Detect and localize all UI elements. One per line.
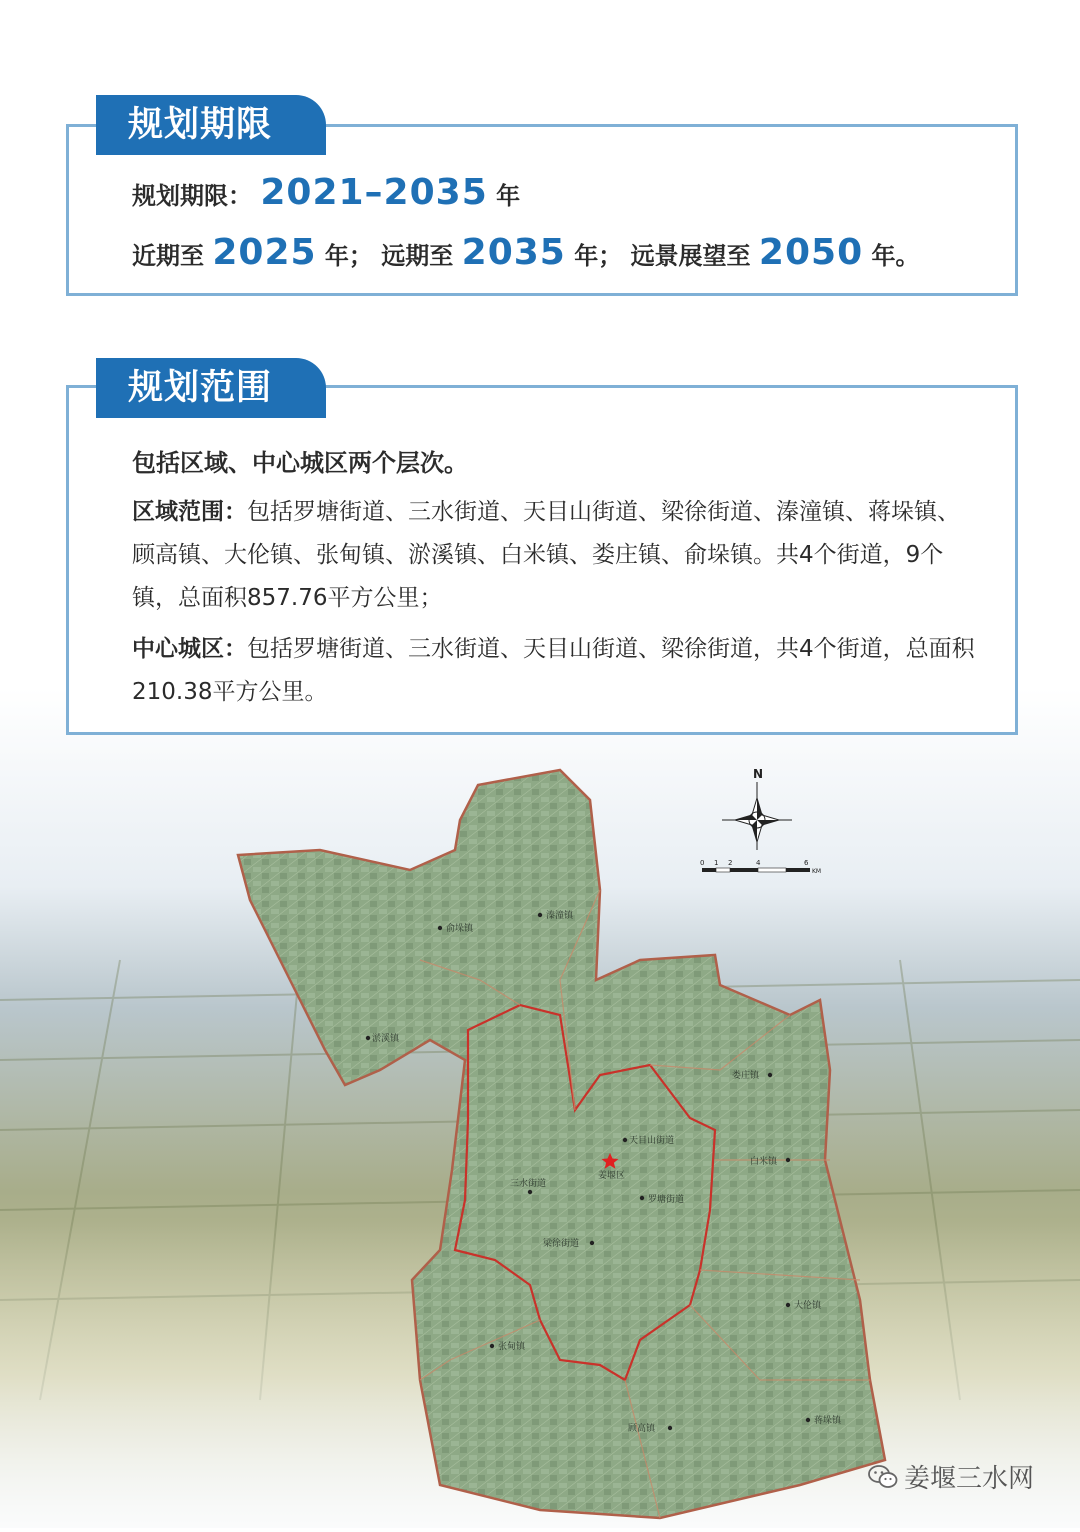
long-term-unit: 年；	[574, 242, 623, 270]
planning-period-line	[132, 172, 520, 213]
scale-tick-4: 4	[756, 859, 761, 867]
scale-bar	[700, 859, 821, 875]
label-zhangdian: 张甸镇	[498, 1342, 526, 1352]
label-louzhuang: 娄庄镇	[732, 1071, 760, 1081]
planning-stages-line	[132, 232, 919, 273]
wechat-watermark	[868, 1458, 1034, 1495]
vision-value: 2050	[758, 232, 864, 273]
scale-tick-6: 6	[804, 859, 809, 867]
vision-unit: 年。	[871, 242, 920, 270]
scale-unit: KM	[812, 868, 822, 875]
region-scope-text: 包括罗塘街道、三水街道、天目山街道、梁徐街道、溱潼镇、蒋垛镇、顾高镇、大伦镇、张甸镇、淤溪镇、白米镇、娄庄镇、俞垛镇。共4个街道，9个镇，总面积857.76平方公里；	[132, 499, 960, 611]
compass-north-label: N	[753, 767, 764, 781]
label-yuduo: 俞垛镇	[446, 924, 474, 934]
scale-tick-2: 2	[728, 859, 733, 867]
label-gugao: 顾高镇	[628, 1424, 656, 1434]
region-scope-label: 区域范围：	[132, 499, 247, 525]
period-unit: 年	[496, 182, 521, 210]
district-map	[0, 740, 1080, 1528]
long-term-value: 2035	[461, 232, 566, 273]
region-scope-paragraph	[132, 491, 982, 620]
district-outline	[238, 770, 885, 1518]
label-liangxu: 梁徐街道	[543, 1239, 580, 1249]
planning-period-tab-title: 规划期限	[96, 95, 326, 155]
label-yuxi: 淤溪镇	[372, 1034, 400, 1044]
label-qintong: 溱潼镇	[546, 911, 574, 921]
wechat-icon	[868, 1464, 898, 1490]
scale-tick-1: 1	[714, 859, 719, 867]
label-luotang: 罗塘街道	[648, 1195, 685, 1205]
period-label: 规划期限：	[132, 182, 252, 210]
planning-scope-tab-title: 规划范围	[96, 358, 326, 418]
compass-rose-icon	[722, 767, 792, 850]
label-tianmushan: 天目山街道	[629, 1136, 675, 1146]
central-city-text: 包括罗塘街道、三水街道、天目山街道、梁徐街道，共4个街道，总面积210.38平方公里。	[132, 636, 975, 705]
near-term-label: 近期至	[132, 242, 204, 270]
label-sanshui: 三水街道	[510, 1179, 547, 1189]
scale-tick-0: 0	[700, 859, 705, 867]
label-baimi: 白米镇	[750, 1157, 778, 1167]
central-city-label: 中心城区：	[132, 636, 247, 662]
vision-label: 远景展望至	[630, 242, 751, 270]
scope-intro: 包括区域、中心城区两个层次。	[132, 449, 468, 477]
label-dalun: 大伦镇	[794, 1301, 822, 1311]
central-city-paragraph	[132, 628, 982, 714]
period-value: 2021–2035	[260, 172, 488, 213]
near-term-value: 2025	[212, 232, 317, 273]
near-term-unit: 年；	[324, 242, 373, 270]
long-term-label: 远期至	[381, 242, 454, 270]
label-jiangduo: 蒋垛镇	[814, 1416, 842, 1426]
watermark-text: 姜堰三水网	[904, 1464, 1035, 1494]
label-jiangyan: 姜堰区	[598, 1171, 626, 1181]
